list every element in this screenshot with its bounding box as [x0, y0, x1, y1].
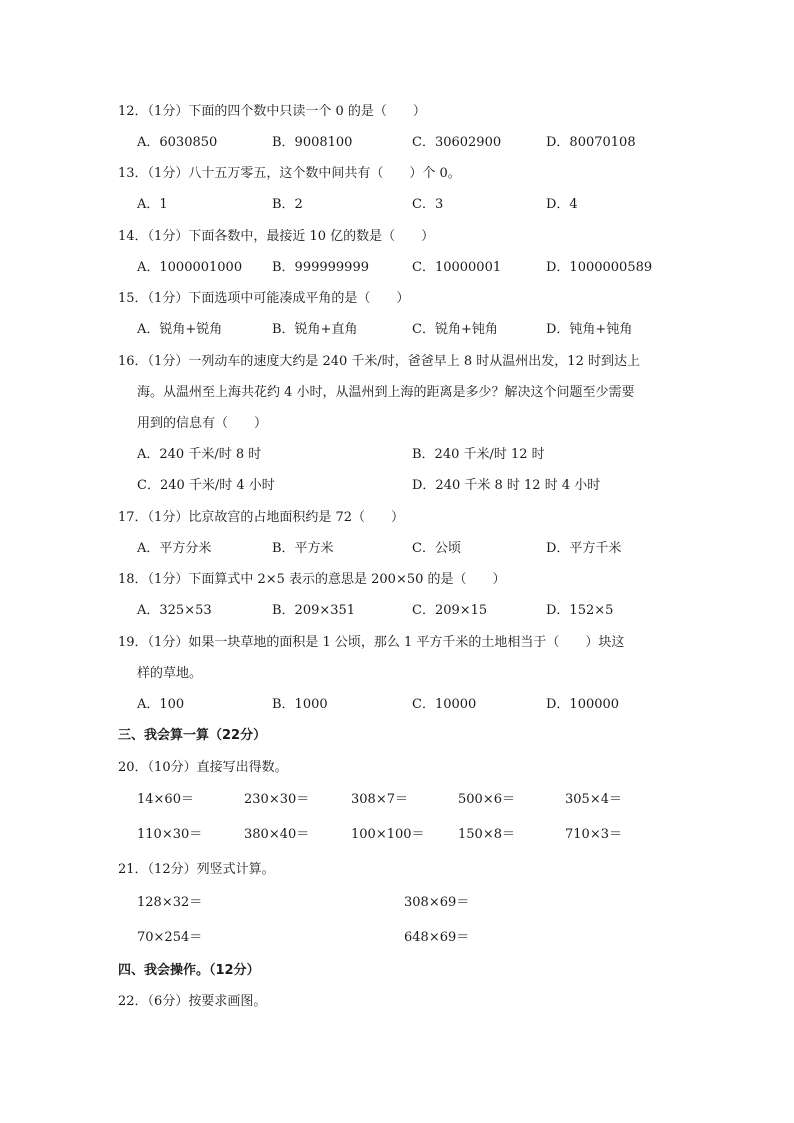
- q12-option-b: B．9008100: [272, 135, 353, 150]
- q20-item: 380×40＝: [244, 827, 310, 842]
- q20-item: 150×8＝: [458, 827, 515, 842]
- q16-option-c: C．240 千米/时 4 小时: [137, 478, 275, 493]
- q18-option-b: B．209×351: [272, 603, 356, 618]
- q13-option-d: D．4: [546, 197, 578, 212]
- q14-option-c: C．10000001: [412, 260, 502, 275]
- q20-stem: 20．（10分）直接写出得数。: [118, 760, 288, 775]
- q13-option-a: A．1: [137, 197, 168, 212]
- q14-stem: 14．（1分）下面各数中，最接近 10 亿的数是（ ）: [118, 229, 435, 244]
- q18-option-d: D．152×5: [546, 603, 614, 618]
- q12-option-d: D．80070108: [546, 135, 636, 150]
- q14-option-b: B．999999999: [272, 260, 369, 275]
- q18-option-a: A．325×53: [137, 603, 212, 618]
- q20-item: 308×7＝: [351, 792, 408, 807]
- q18-option-c: C．209×15: [412, 603, 488, 618]
- q18-stem: 18．（1分）下面算式中 2×5 表示的意思是 200×50 的是（ ）: [118, 572, 506, 587]
- q21-item: 70×254＝: [137, 930, 203, 945]
- q16-stem-line1: 16．（1分）一列动车的速度大约是 240 千米/时，爸爸早上 8 时从温州出发，12 时到达上: [118, 354, 640, 369]
- q19-option-c: C．10000: [412, 697, 477, 712]
- q19-option-d: D．100000: [546, 697, 620, 712]
- q16-option-a: A．240 千米/时 8 时: [137, 447, 262, 462]
- q20-item: 14×60＝: [137, 792, 194, 807]
- q12-stem: 12．（1分）下面的四个数中只读一个 0 的是（ ）: [118, 104, 426, 119]
- q15-stem: 15．（1分）下面选项中可能凑成平角的是（ ）: [118, 291, 410, 306]
- q15-option-b: B．锐角+直角: [272, 322, 358, 337]
- q15-option-d: D．钝角+钝角: [546, 322, 633, 337]
- q12-option-a: A．6030850: [137, 135, 218, 150]
- q20-item: 230×30＝: [244, 792, 310, 807]
- q16-stem-line3: 用到的信息有（ ）: [137, 416, 268, 431]
- q16-stem-line2: 海。从温州至上海共花约 4 小时，从温州到上海的距离是多少？解决这个问题至少需要: [137, 385, 635, 400]
- q20-item: 100×100＝: [351, 827, 425, 842]
- q16-option-d: D．240 千米 8 时 12 时 4 小时: [412, 478, 601, 493]
- q21-stem: 21．（12分）列竖式计算。: [118, 862, 275, 877]
- q17-stem: 17．（1分）比京故宫的占地面积约是 72（ ）: [118, 510, 404, 525]
- q20-item: 305×4＝: [565, 792, 622, 807]
- q20-item: 110×30＝: [137, 827, 203, 842]
- q15-option-a: A．锐角+锐角: [137, 322, 223, 337]
- q12-option-c: C．30602900: [412, 135, 502, 150]
- q21-item: 308×69＝: [404, 895, 470, 910]
- q17-option-b: B．平方米: [272, 541, 334, 556]
- q17-option-a: A．平方分米: [137, 541, 212, 556]
- q13-option-b: B．2: [272, 197, 303, 212]
- q19-stem-line2: 样的草地。: [137, 666, 203, 681]
- q21-item: 128×32＝: [137, 895, 203, 910]
- q19-option-b: B．1000: [272, 697, 328, 712]
- q15-option-c: C．锐角+钝角: [412, 322, 498, 337]
- q21-item: 648×69＝: [404, 930, 470, 945]
- q17-option-d: D．平方千米: [546, 541, 622, 556]
- section4-heading: 四、我会操作。（12分）: [118, 963, 260, 978]
- q19-option-a: A．100: [137, 697, 185, 712]
- q20-item: 710×3＝: [565, 827, 622, 842]
- q16-option-b: B．240 千米/时 12 时: [412, 447, 545, 462]
- q13-option-c: C．3: [412, 197, 444, 212]
- q19-stem-line1: 19．（1分）如果一块草地的面积是 1 公顷，那么 1 平方千米的土地相当于（ ）块这: [118, 635, 625, 650]
- q14-option-a: A．1000001000: [137, 260, 243, 275]
- q13-stem: 13．（1分）八十五万零五，这个数中间共有（ ）个 0。: [118, 166, 461, 181]
- q17-option-c: C．公顷: [412, 541, 461, 556]
- section3-heading: 三、我会算一算（22分）: [118, 728, 267, 743]
- q14-option-d: D．1000000589: [546, 260, 653, 275]
- q20-item: 500×6＝: [458, 792, 515, 807]
- q22-stem: 22．（6分）按要求画图。: [118, 994, 267, 1009]
